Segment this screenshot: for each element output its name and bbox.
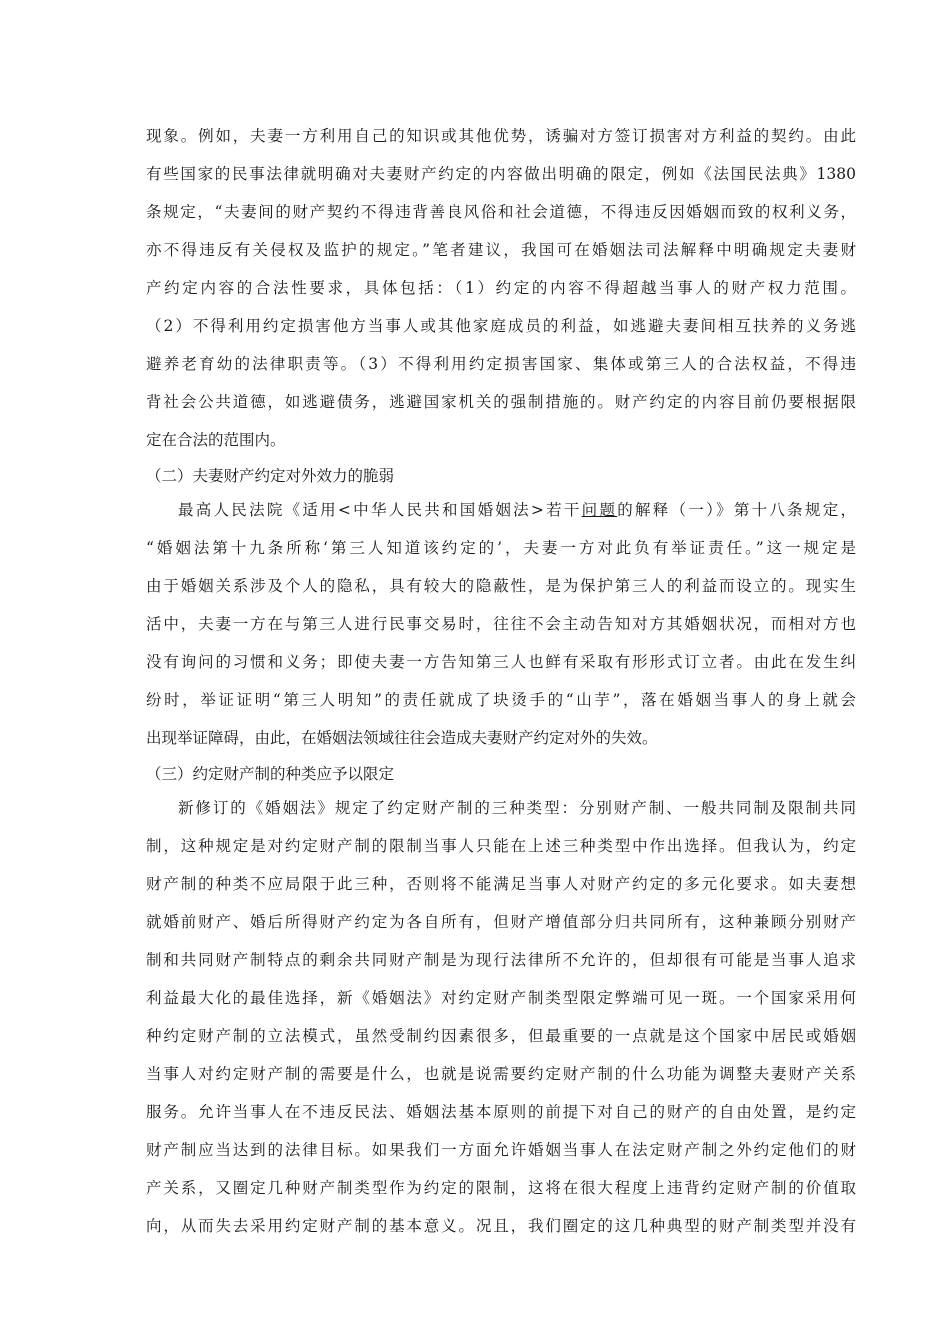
paragraph-line: 出现举证障碍，由此，在婚姻法领域往往会造成夫妻财产约定对外的失效。	[146, 729, 658, 747]
section-heading: （三）约定财产制的种类应予以限定	[146, 765, 395, 783]
paragraph-line: 有些国家的民事法律就明确对夫妻财产约定的内容做出明确的限定，例如《法国民法典》1380	[146, 165, 856, 183]
paragraph-line: 当事人对约定财产制的需要是什么，也就是说需要约定财产制的什么功能为调整夫妻财产关系	[146, 1065, 856, 1083]
paragraph-line: 条规定，“夫妻间的财产契约不得违背善良风俗和社会道德，不得违反因婚姻而致的权利义务，	[146, 203, 856, 221]
paragraph-line: “婚姻法第十九条所称‘第三人知道该约定的’，夫妻一方对此负有举证责任。”这一规定是	[146, 539, 856, 557]
paragraph-first-line	[178, 500, 856, 520]
paragraph-line: 亦不得违反有关侵权及监护的规定。”笔者建议，我国可在婚姻法司法解释中明确规定夫妻财	[146, 241, 856, 259]
paragraph-line: 制和共同财产制特点的剩余共同财产制是为现行法律所不允许的，但却很有可能是当事人追求	[146, 951, 856, 969]
paragraph-line: 活中，夫妻一方在与第三人进行民事交易时，往往不会主动告知对方其婚姻状况，而相对方也	[146, 615, 856, 633]
paragraph-line: 向，从而失去采用约定财产制的基本意义。况且，我们圈定的这几种典型的财产制类型并没有	[146, 1217, 856, 1235]
citation-text: 最高人民法院《适用<中华人民共和国婚姻法>若干	[178, 501, 582, 519]
link-text[interactable]: 问题	[581, 501, 618, 519]
paragraph-line: 制，这种规定是对约定财产制的限制当事人只能在上述三种类型中作出选择。但我认为，约定	[146, 837, 856, 855]
paragraph-line: 就婚前财产、婚后所得财产约定为各自所有，但财产增值部分归共同所有，这种兼顾分别财产	[146, 913, 856, 931]
paragraph-line: 产关系，又圈定几种财产制类型作为约定的限制，这将在很大程度上违背约定财产制的价值取	[146, 1179, 856, 1197]
paragraph-line: 种约定财产制的立法模式，虽然受制约因素很多，但最重要的一点就是这个国家中居民或婚姻	[146, 1027, 856, 1045]
paragraph-line: 财产制应当达到的法律目标。如果我们一方面允许婚姻当事人在法定财产制之外约定他们的财	[146, 1141, 856, 1159]
section-heading: （二）夫妻财产约定对外效力的脆弱	[146, 467, 395, 485]
paragraph-line: 由于婚姻关系涉及个人的隐私，具有较大的隐蔽性，是为保护第三人的利益而设立的。现实生	[146, 577, 856, 595]
paragraph-line: 现象。例如，夫妻一方利用自己的知识或其他优势，诱骗对方签订损害对方利益的契约。由此	[146, 127, 856, 145]
paragraph-line: 产约定内容的合法性要求，具体包括：（1）约定的内容不得超越当事人的财产权力范围。	[146, 279, 856, 297]
paragraph-line: 利益最大化的最佳选择，新《婚姻法》对约定财产制类型限定弊端可见一斑。一个国家采用何	[146, 989, 856, 1007]
paragraph-line: 服务。允许当事人在不违反民法、婚姻法基本原则的前提下对自己的财产的自由处置，是约定	[146, 1103, 856, 1121]
paragraph-line: 没有询问的习惯和义务；即使夫妻一方告知第三人也鲜有采取有形形式订立者。由此在发生纠	[146, 653, 856, 671]
citation-text: 的解释（一）》第十八条规定，	[617, 501, 856, 519]
paragraph-line: 避养老育幼的法律职责等。（3）不得利用约定损害国家、集体或第三人的合法权益，不得违	[146, 355, 856, 373]
paragraph-line: 背社会公共道德，如逃避债务，逃避国家机关的强制措施的。财产约定的内容目前仍要根据限	[146, 393, 856, 411]
paragraph-line: （2）不得利用约定损害他方当事人或其他家庭成员的利益，如逃避夫妻间相互扶养的义务逃	[146, 317, 856, 335]
paragraph-line: 定在合法的范围内。	[146, 431, 286, 449]
paragraph-first-line: 新修订的《婚姻法》规定了约定财产制的三种类型：分别财产制、一般共同制及限制共同	[178, 799, 856, 817]
paragraph-line: 纷时，举证证明“第三人明知”的责任就成了块烫手的“山芋”，落在婚姻当事人的身上就会	[146, 691, 856, 709]
paragraph-line: 财产制的种类不应局限于此三种，否则将不能满足当事人对财产约定的多元化要求。如夫妻想	[146, 875, 856, 893]
